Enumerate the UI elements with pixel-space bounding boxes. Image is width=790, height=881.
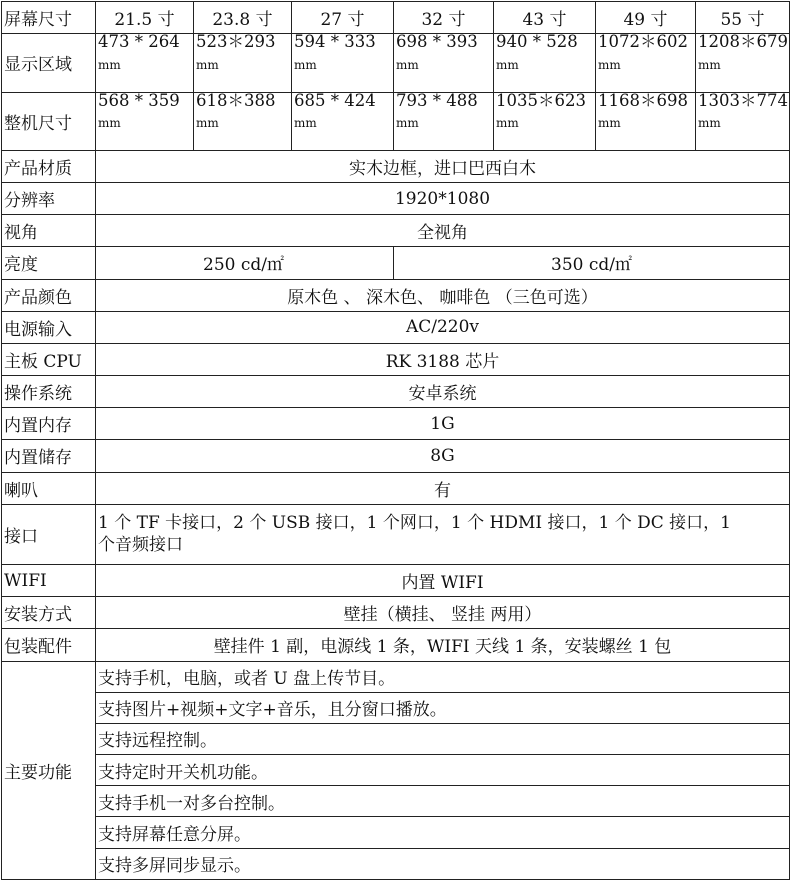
display-area-value: 698 * 393 bbox=[396, 33, 478, 52]
feature-row bbox=[2, 786, 790, 817]
unit-label: mm bbox=[698, 57, 721, 72]
storage-label: 内置储存 bbox=[2, 440, 96, 472]
overall-size-value: 618＊388 bbox=[196, 92, 276, 110]
ports-value-line2: 个音频接口 bbox=[98, 535, 183, 556]
brightness-value-a: 250 cd/㎡ bbox=[96, 247, 394, 279]
feature-row bbox=[2, 692, 790, 723]
display-area-cell bbox=[596, 34, 696, 92]
viewing-label: 视角 bbox=[2, 215, 96, 247]
color-row bbox=[2, 279, 790, 311]
cpu-value: RK 3188 芯片 bbox=[96, 343, 790, 375]
feature-row bbox=[2, 848, 790, 879]
size-23-8: 23.8 寸 bbox=[194, 2, 292, 34]
display-area-value: 1208＊679 bbox=[698, 33, 788, 52]
display-area-row bbox=[2, 34, 790, 92]
unit-label: mm bbox=[196, 116, 219, 130]
display-area-value: 473 * 264 bbox=[98, 33, 180, 52]
install-label: 安装方式 bbox=[2, 597, 96, 629]
size-55: 55 寸 bbox=[696, 2, 790, 34]
display-area-value: 1072＊602 bbox=[598, 33, 688, 52]
overall-size-label: 整机尺寸 bbox=[2, 92, 96, 150]
color-value: 原木色 、 深木色、 咖啡色 （三色可选） bbox=[96, 279, 790, 311]
os-row bbox=[2, 376, 790, 408]
spec-table bbox=[1, 1, 790, 880]
feature-item: 支持手机，电脑，或者 U 盘上传节目。 bbox=[96, 661, 790, 692]
unit-label: mm bbox=[598, 116, 621, 130]
ports-label: 接口 bbox=[2, 504, 96, 564]
feature-item: 支持图片+视频+文字+音乐，且分窗口播放。 bbox=[96, 692, 790, 723]
size-43: 43 寸 bbox=[494, 2, 596, 34]
os-value: 安卓系统 bbox=[96, 376, 790, 408]
speaker-row bbox=[2, 472, 790, 504]
display-area-value: 594 * 333 bbox=[294, 33, 376, 52]
overall-size-cell bbox=[96, 92, 194, 150]
install-value: 壁挂（横挂、 竖挂 两用） bbox=[96, 597, 790, 629]
overall-size-cell bbox=[596, 92, 696, 150]
feature-row bbox=[2, 723, 790, 754]
size-49: 49 寸 bbox=[596, 2, 696, 34]
power-row bbox=[2, 311, 790, 343]
ram-label: 内置内存 bbox=[2, 408, 96, 440]
unit-label: mm bbox=[396, 116, 419, 130]
wifi-value: 内置 WIFI bbox=[96, 565, 790, 597]
overall-size-cell bbox=[494, 92, 596, 150]
feature-item: 支持多屏同步显示。 bbox=[96, 848, 790, 879]
display-area-cell bbox=[194, 34, 292, 92]
package-row bbox=[2, 629, 790, 661]
overall-size-value: 685 * 424 bbox=[294, 92, 376, 110]
display-area-label: 显示区域 bbox=[2, 34, 96, 92]
display-area-cell bbox=[494, 34, 596, 92]
unit-label: mm bbox=[196, 57, 219, 72]
speaker-label: 喇叭 bbox=[2, 472, 96, 504]
overall-size-cell bbox=[194, 92, 292, 150]
unit-label: mm bbox=[98, 116, 121, 130]
power-label: 电源输入 bbox=[2, 311, 96, 343]
os-label: 操作系统 bbox=[2, 376, 96, 408]
resolution-label: 分辨率 bbox=[2, 183, 96, 215]
brightness-row bbox=[2, 247, 790, 279]
unit-label: mm bbox=[496, 116, 519, 130]
feature-item: 支持手机一对多台控制。 bbox=[96, 786, 790, 817]
resolution-value: 1920*1080 bbox=[96, 183, 790, 215]
display-area-cell bbox=[292, 34, 394, 92]
display-area-cell bbox=[394, 34, 494, 92]
overall-size-value: 1035＊623 bbox=[496, 92, 586, 110]
cpu-row bbox=[2, 343, 790, 375]
resolution-row bbox=[2, 183, 790, 215]
ram-row bbox=[2, 408, 790, 440]
unit-label: mm bbox=[98, 57, 121, 72]
display-area-cell bbox=[696, 34, 790, 92]
header-label: 屏幕尺寸 bbox=[2, 2, 96, 34]
unit-label: mm bbox=[598, 57, 621, 72]
display-area-value: 940 * 528 bbox=[496, 33, 578, 52]
size-27: 27 寸 bbox=[292, 2, 394, 34]
overall-size-value: 568 * 359 bbox=[98, 92, 180, 110]
power-value: AC/220v bbox=[96, 311, 790, 343]
display-area-value: 523＊293 bbox=[196, 33, 276, 52]
unit-label: mm bbox=[294, 57, 317, 72]
storage-row bbox=[2, 440, 790, 472]
size-32: 32 寸 bbox=[394, 2, 494, 34]
feature-item: 支持定时开关机功能。 bbox=[96, 755, 790, 786]
ports-value bbox=[96, 504, 790, 564]
viewing-row bbox=[2, 215, 790, 247]
package-value: 壁挂件 1 副，电源线 1 条，WIFI 天线 1 条，安装螺丝 1 包 bbox=[96, 629, 790, 661]
unit-label: mm bbox=[294, 116, 317, 130]
unit-label: mm bbox=[698, 116, 721, 130]
unit-label: mm bbox=[396, 57, 419, 72]
ports-row bbox=[2, 504, 790, 564]
feature-item: 支持远程控制。 bbox=[96, 723, 790, 754]
size-21-5: 21.5 寸 bbox=[96, 2, 194, 34]
brightness-value-b: 350 cd/㎡ bbox=[394, 247, 790, 279]
unit-label: mm bbox=[496, 57, 519, 72]
features-label: 主要功能 bbox=[2, 661, 96, 879]
overall-size-cell bbox=[696, 92, 790, 150]
overall-size-value: 793 * 488 bbox=[396, 92, 478, 110]
viewing-value: 全视角 bbox=[96, 215, 790, 247]
ram-value: 1G bbox=[96, 408, 790, 440]
feature-row bbox=[2, 755, 790, 786]
overall-size-value: 1303＊774 bbox=[698, 92, 788, 110]
overall-size-cell bbox=[394, 92, 494, 150]
ports-value-line1: 1 个 TF 卡接口，2 个 USB 接口，1 个网口，1 个 HDMI 接口，1 个 DC 接口，1 bbox=[98, 513, 731, 534]
feature-row bbox=[2, 817, 790, 848]
speaker-value: 有 bbox=[96, 472, 790, 504]
overall-size-cell bbox=[292, 92, 394, 150]
wifi-row bbox=[2, 565, 790, 597]
material-row bbox=[2, 150, 790, 182]
feature-item: 支持屏幕任意分屏。 bbox=[96, 817, 790, 848]
package-label: 包装配件 bbox=[2, 629, 96, 661]
cpu-label: 主板 CPU bbox=[2, 343, 96, 375]
install-row bbox=[2, 597, 790, 629]
display-area-cell bbox=[96, 34, 194, 92]
color-label: 产品颜色 bbox=[2, 279, 96, 311]
overall-size-value: 1168＊698 bbox=[598, 92, 688, 110]
material-value: 实木边框，进口巴西白木 bbox=[96, 150, 790, 182]
feature-row bbox=[2, 661, 790, 692]
material-label: 产品材质 bbox=[2, 150, 96, 182]
wifi-label: WIFI bbox=[2, 565, 96, 597]
overall-size-row bbox=[2, 92, 790, 150]
brightness-label: 亮度 bbox=[2, 247, 96, 279]
storage-value: 8G bbox=[96, 440, 790, 472]
header-row bbox=[2, 2, 790, 34]
